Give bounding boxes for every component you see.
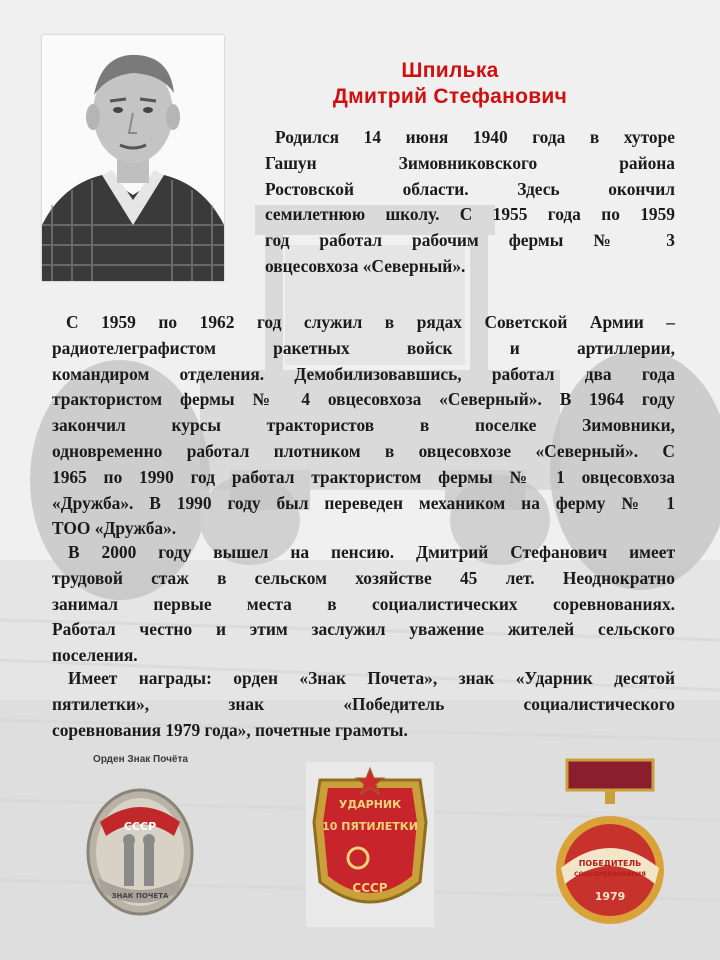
text-line: «Дружба». В 1990 году был переведен механиком на ферму № 1 — [52, 492, 675, 513]
text-line: Имеет награды: орден «Знак Почета», знак «Ударник десятой — [68, 668, 675, 688]
medal2-mid-text: 10 ПЯТИЛЕТКИ — [322, 820, 418, 833]
medal1-bottom-text: ЗНАК ПОЧЕТА — [111, 892, 169, 900]
medal2-top-text: УДАРНИК — [338, 798, 402, 811]
text-line: семилетнюю школу. С 1955 года по 1959 — [265, 204, 675, 225]
portrait-photo — [42, 35, 224, 281]
medal1-top-text: СССР — [123, 820, 157, 833]
text-line: овцесовхоза «Северный». — [265, 255, 466, 276]
text-line: одновременно работал плотником в овцесовхозе «Северный». С — [52, 440, 675, 461]
text-line: командиром отделения. Демобилизовавшись, работал два года — [52, 363, 675, 384]
text-line: радиотелеграфистом ракетных войск и артиллерии, — [52, 337, 675, 358]
text-line: Работал честно и этим заслужил уважение жителей сельского — [52, 619, 675, 640]
medal2-bottom-text: СССР — [352, 881, 388, 895]
text-line: Ростовской области. Здесь окончил — [265, 178, 675, 199]
udarnik-badge-image — [306, 762, 434, 927]
text-line: ТОО «Дружба». — [52, 518, 177, 539]
text-line: трудовой стаж в сельском хозяйстве 45 лет. Неоднократно — [52, 567, 675, 588]
text-line: пятилетки», знак «Победитель социалистического — [52, 693, 675, 714]
medal3-text-1: ПОБЕДИТЕЛЬ — [578, 859, 642, 868]
order-badge-of-honour-image — [78, 752, 203, 922]
text-line: 1965 по 1990 год работал трактористом фермы № 1 овцесовхоза — [52, 466, 675, 487]
text-line: занимал первые места в социалистических соревнованиях. — [52, 593, 675, 614]
text-line: трактористом фермы № 4 овцесовхоза «Северный». В 1964 году — [52, 389, 675, 410]
text-line: В 2000 году вышел на пенсию. Дмитрий Стефанович имеет — [68, 542, 675, 562]
text-line: соревнования 1979 года», почетные грамоты. — [52, 719, 408, 740]
text-line: С 1959 по 1962 год служил в рядах Советской Армии – — [66, 312, 675, 332]
text-line: год работал рабочим фермы № 3 — [265, 230, 675, 251]
medal3-year: 1979 — [594, 890, 626, 903]
army-paragraph — [52, 310, 675, 542]
medal1-caption: Орден Знак Почёта — [93, 754, 188, 765]
page-title — [250, 58, 650, 110]
text-line: поселения. — [52, 645, 138, 666]
medal3-text-2: СОЦСОРЕВНОВАНИЯ — [574, 871, 646, 878]
awards-paragraph — [52, 666, 675, 743]
intro-paragraph — [265, 125, 675, 280]
retirement-paragraph — [52, 540, 675, 669]
text-line: Гашун Зимовниковского района — [265, 152, 675, 173]
socialist-competition-winner-badge-image — [555, 758, 665, 930]
text-line: закончил курсы трактористов в поселке Зимовники, — [52, 415, 675, 436]
text-line: Родился 14 июня 1940 года в хуторе — [275, 127, 675, 147]
title-surname: Шпилька — [401, 59, 499, 82]
title-name: Дмитрий Стефанович — [332, 85, 568, 108]
